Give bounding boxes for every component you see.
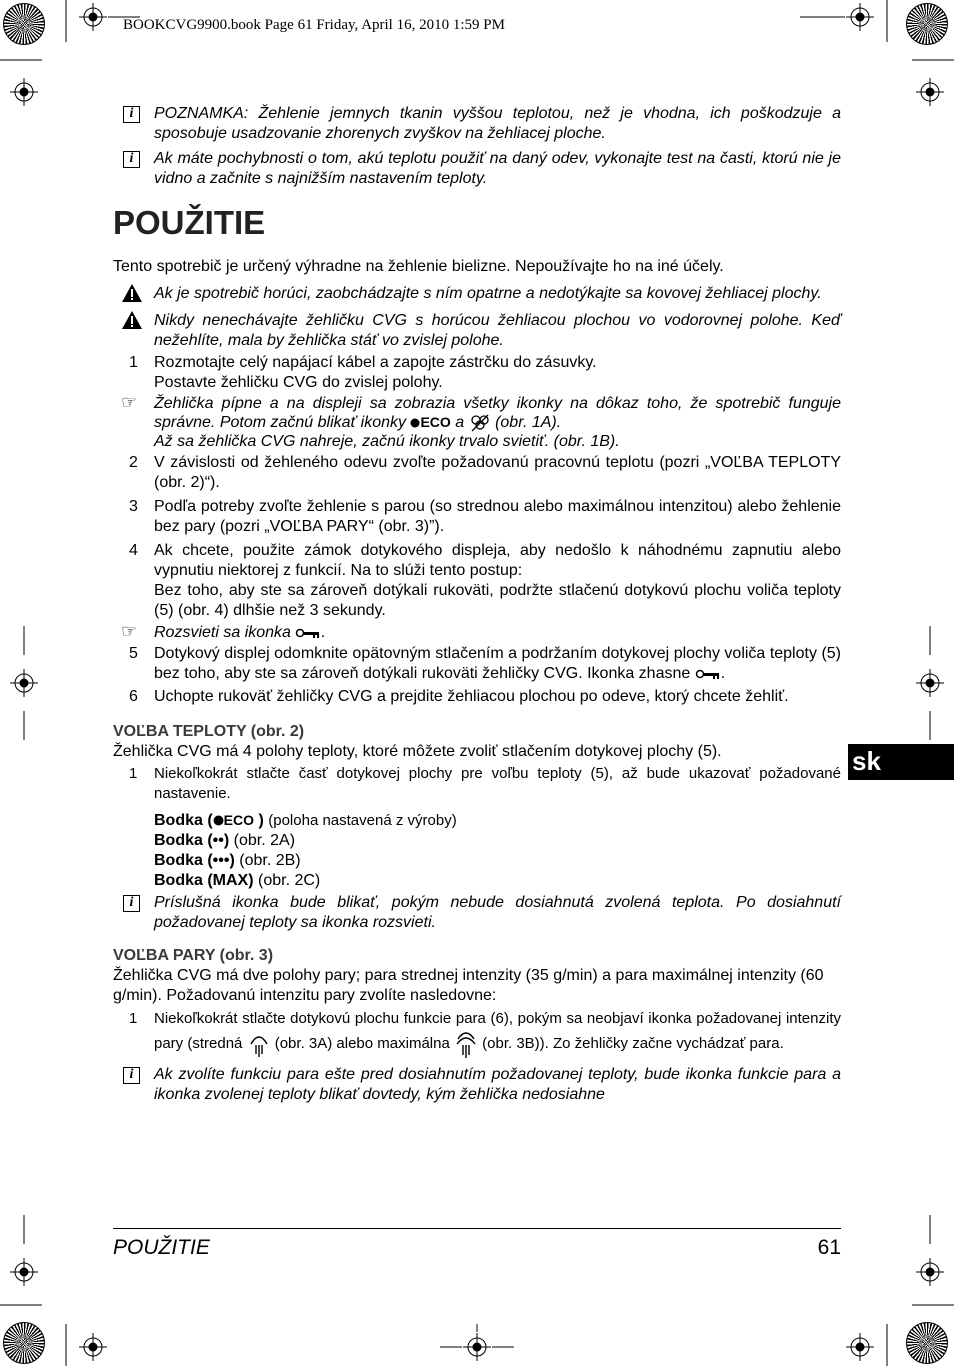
crosshair-bottom-left	[79, 1333, 107, 1361]
warning-hot-appliance	[113, 284, 841, 304]
eco-dot-icon	[213, 815, 224, 826]
dot-label: Bodka (MAX)	[154, 872, 254, 889]
hand-note-text: (obr. 1A).	[495, 414, 562, 432]
step-number: 2	[129, 454, 138, 471]
pointing-hand-icon: ☞	[121, 392, 138, 412]
key-lock-icon	[295, 627, 321, 639]
eco-label: ECO	[223, 812, 255, 828]
step-number: 6	[129, 688, 138, 705]
crosshair-right-upper	[916, 78, 944, 106]
step-4	[113, 541, 841, 621]
warning-triangle-icon	[121, 310, 143, 330]
language-tab: sk	[848, 744, 954, 780]
hand-note-text: Žehlička pípne a na displeji sa zobrazia všetky ikonky na dôkaz toho, že spotrebič funguje správne. Potom začnú blikať ikonky	[154, 395, 841, 432]
step-number: 4	[129, 542, 138, 559]
page-content	[113, 104, 841, 1105]
temperature-step-1	[113, 764, 841, 804]
eco-label: ECO	[420, 414, 451, 431]
step-number: 1	[129, 1010, 138, 1027]
steam-intro: Žehlička CVG má dve polohy pary; para strednej intenzity (35 g/min) a para maximálnej intenzity (60 g/min). Požadovanú intenzitu pary zvolíte nasledovne:	[113, 967, 824, 1004]
info-icon: i	[123, 1067, 140, 1084]
crosshair-right-mid	[916, 669, 944, 697]
info-icon: i	[123, 151, 140, 168]
steam-info-note	[113, 1065, 841, 1105]
warning-triangle-icon	[121, 283, 143, 303]
step-6	[113, 687, 841, 707]
key-lock-icon	[695, 668, 721, 680]
book-header-line: BOOKCVG9900.book Page 61 Friday, April 16, 2010 1:59 PM	[123, 17, 505, 33]
dot-option-3	[154, 851, 841, 871]
footer-divider	[113, 1228, 841, 1229]
dot-note: (obr. 2C)	[258, 872, 321, 889]
crosshair-bottom-right	[846, 1333, 874, 1361]
dot-note: (poloha nastavená z výroby)	[268, 812, 457, 829]
crosshair-bottom-mid	[463, 1333, 491, 1361]
step-number: 1	[129, 765, 138, 782]
step-number: 1	[129, 354, 138, 371]
note-poznamka	[113, 104, 841, 144]
punctuation: .	[321, 624, 326, 641]
dot-option-2	[154, 831, 841, 851]
warning-text: Ak je spotrebič horúci, zaobchádzajte s ním opatrne a nedotýkajte sa kovovej žehliacej plochy.	[154, 285, 822, 302]
page-number: 61	[817, 1236, 841, 1259]
steam-max-icon	[454, 1029, 478, 1059]
dot-label: Bodka (••)	[154, 832, 230, 849]
step-text: Niekoľkokrát stlačte dotykovú plochu funkcie para (6), pokým sa neobjaví ikonka požadovanej intenzity pary (stredná	[154, 1010, 841, 1052]
page-title: POUŽITIE	[113, 204, 266, 241]
dot-option-eco	[154, 810, 841, 831]
dot-note: (obr. 2A)	[233, 832, 296, 849]
hand-note-lock	[113, 623, 841, 643]
step-text: Ak chcete, použite zámok dotykového displeja, aby nedošlo k náhodnému zapnutiu alebo vypnutiu niektorej z funkcií. Na to slúži tento postup:	[154, 542, 841, 579]
temperature-info-note	[113, 893, 841, 933]
step-text: Uchopte rukoväť žehličky CVG a prejdite žehliacou plochou po odeve, ktorý chcete žehliť.	[154, 688, 789, 705]
dot-label: Bodka (	[154, 812, 213, 829]
note-text: Ak zvolíte funkciu para ešte pred dosiahnutím požadovanej teploty, bude ikonka funkcie para a ikonka zvolenej teploty blikať dovtedy, kým žehlička nedosiahne	[154, 1066, 841, 1103]
dot-label-close: )	[258, 812, 264, 829]
punctuation: .	[720, 665, 726, 682]
note-text: Príslušná ikonka bude blikať, pokým nebude dosiahnutá zvolená teplota. Po dosiahnutí požadovanej teploty sa ikonka rozsvieti.	[154, 894, 841, 931]
dot-option-max	[154, 871, 841, 891]
note-temperature-test	[113, 149, 841, 189]
section-heading-temperature: VOĽBA TEPLOTY (obr. 2)	[113, 723, 305, 740]
crosshair-right-lower	[916, 1258, 944, 1286]
step-text: V závislosti od žehleného odevu zvoľte požadovanú pracovnú teplotu (pozri „VOĽBA TEPLOTY (obr. 2)“).	[154, 454, 841, 491]
temperature-intro: Žehlička CVG má 4 polohy teploty, ktoré môžete zvoliť stlačením dotykovej plochy (5).	[113, 743, 722, 760]
footer-section-title: POUŽITIE	[113, 1236, 210, 1259]
anti-calc-icon	[469, 413, 491, 433]
eco-dot-icon	[410, 418, 420, 428]
step-1	[113, 353, 841, 393]
step-text: (obr. 3A) alebo maximálna	[274, 1034, 450, 1052]
step-text: Postavte žehličku CVG do zvislej polohy.	[154, 374, 443, 391]
crosshair-top-left	[79, 3, 107, 31]
info-icon: i	[123, 895, 140, 912]
temperature-dot-list	[113, 810, 841, 891]
step-5	[113, 644, 841, 684]
hand-note-startup	[113, 392, 841, 451]
steam-medium-icon	[247, 1030, 271, 1058]
hand-note-text: a	[455, 414, 465, 432]
hand-note-text: Rozsvieti sa ikonka	[154, 624, 291, 641]
step-text: Podľa potreby zvoľte žehlenie s parou (so strednou alebo maximálnou intenzitou) alebo žehlenie bez pary (pozri „VOĽBA PARY“ (obr. 3)”).	[154, 498, 841, 535]
section-heading-steam: VOĽBA PARY (obr. 3)	[113, 947, 274, 964]
step-number: 3	[129, 498, 138, 515]
crosshair-top-right	[846, 3, 874, 31]
step-text: Dotykový displej odomknite opätovným stlačením a podržaním dotykovej plochy voliča teploty (5) bez toho, aby ste sa zároveň dotýkali rukoväti žehličky CVG. Ikonka zhasne	[154, 645, 841, 682]
pointing-hand-icon: ☞	[121, 621, 138, 641]
crosshair-left-upper	[10, 78, 38, 106]
step-text: Niekoľkokrát stlačte časť dotykovej plochy pre voľbu teploty (5), až bude ukazovať požadované nastavenie.	[154, 765, 841, 802]
crosshair-left-mid	[10, 669, 38, 697]
hand-note-text: Až sa žehlička CVG nahreje, začnú ikonky trvalo svietiť. (obr. 1B).	[154, 433, 620, 450]
steam-step-1	[113, 1009, 841, 1059]
note-text: POZNAMKA: Žehlenie jemnych tkanin vyššou teplotou, než je vhodna, ich poškodzuje a sposobuje usadzovanie zhorenych zvyškov na žehliacej ploche.	[154, 105, 841, 142]
step-3	[113, 497, 841, 537]
step-text: Bez toho, aby ste sa zároveň dotýkali rukoväti, podržte stlačenú dotykovú plochu voliča teploty (5) (obr. 4) dlhšie než 3 sekundy.	[154, 582, 841, 619]
step-text: (obr. 3B)). Zo žehličky začne vychádzať para.	[482, 1034, 784, 1052]
step-number: 5	[129, 645, 138, 662]
warning-horizontal-position	[113, 311, 841, 351]
dot-note: (obr. 2B)	[239, 852, 301, 869]
dot-label: Bodka (•••)	[154, 852, 235, 869]
note-text: Ak máte pochybnosti o tom, akú teplotu použiť na daný odev, vykonajte test na časti, ktorú nie je vidno a začnite s najnižším nastavením teploty.	[154, 150, 841, 187]
crosshair-left-lower	[10, 1258, 38, 1286]
warning-text: Nikdy nenechávajte žehličku CVG s horúcou žehliacou plochou vo vodorovnej polohe. Keď nežehlíte, mala by žehlička stáť vo zvislej polohe.	[154, 312, 841, 349]
intro-text: Tento spotrebič je určený výhradne na žehlenie bielizne. Nepoužívajte ho na iné účely.	[113, 258, 724, 275]
step-2	[113, 453, 841, 493]
info-icon: i	[123, 106, 140, 123]
step-text: Rozmotajte celý napájací kábel a zapojte zástrčku do zásuvky.	[154, 354, 597, 371]
